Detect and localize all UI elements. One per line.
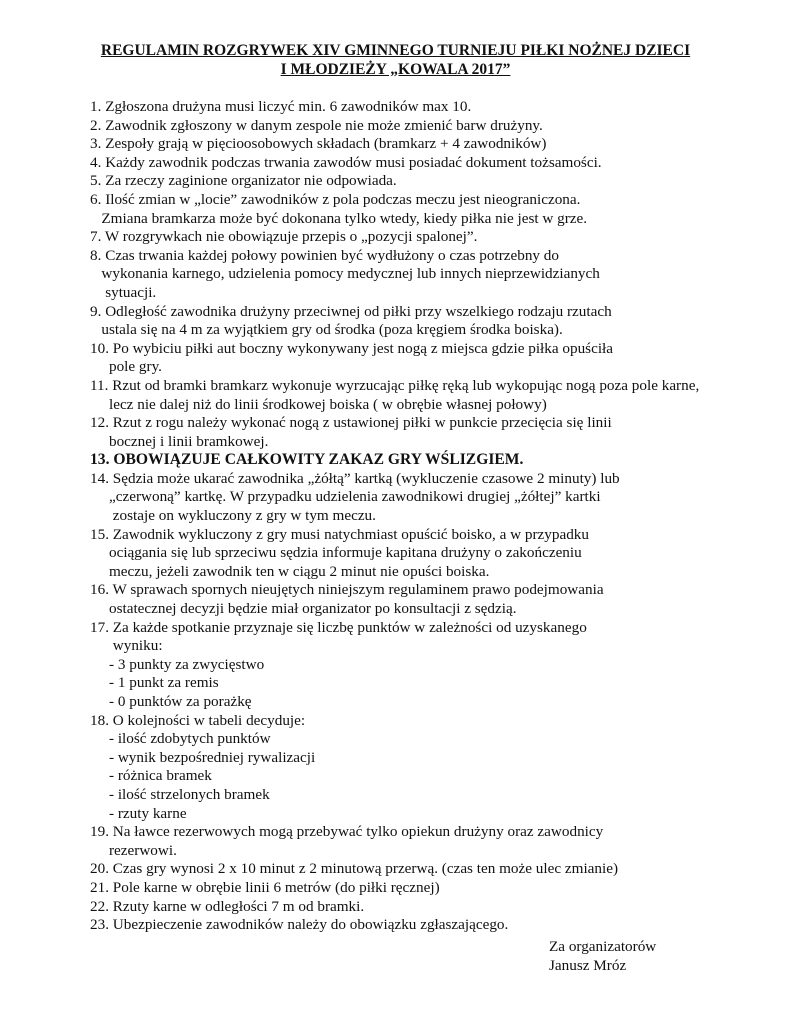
rule-line: 8. Czas trwania każdej połowy powinien być wydłużony o czas potrzebny do xyxy=(90,246,559,264)
rule-line: - ilość zdobytych punktów xyxy=(90,730,271,748)
rule-line: - ilość strzelonych bramek xyxy=(90,785,270,803)
rule-line: ustala się na 4 m za wyjątkiem gry od środka (poza kręgiem środka boiska). xyxy=(90,321,563,339)
rule-line: 4. Każdy zawodnik podczas trwania zawodów musi posiadać dokument tożsamości. xyxy=(90,153,602,171)
rule-line: rezerwowi. xyxy=(90,841,177,859)
rule-line: 20. Czas gry wynosi 2 x 10 minut z 2 minutową przerwą. (czas ten może ulec zmianie) xyxy=(90,860,619,878)
rule-line: zostaje on wykluczony z gry w tym meczu. xyxy=(90,507,376,525)
rule-line: ociągania się lub sprzeciwu sędzia informuje kapitana drużyny o zakończeniu xyxy=(90,544,582,562)
rule-line: 17. Za każde spotkanie przyznaje się liczbę punktów w zależności od uzyskanego xyxy=(90,618,587,636)
rule-line: - 3 punkty za zwycięstwo xyxy=(90,655,265,673)
rule-line: 7. W rozgrywkach nie obowiązuje przepis o „pozycji spalonej”. xyxy=(90,228,478,246)
rule-line: 1. Zgłoszona drużyna musi liczyć min. 6 zawodników max 10. xyxy=(90,98,472,115)
rule-line: meczu, jeżeli zawodnik ten w ciągu 2 minut nie opuści boiska. xyxy=(90,562,490,580)
rule-line: 11. Rzut od bramki bramkarz wykonuje wyrzucając piłkę ręką lub wykopując nogą poza pole karne, xyxy=(90,376,700,394)
rule-line: 14. Sędzia może ukarać zawodnika „żółtą” kartką (wykluczenie czasowe 2 minuty) lub xyxy=(90,469,620,487)
title-line-1: REGULAMIN ROZGRYWEK XIV GMINNEGO TURNIEJU PIŁKI NOŻNEJ DZIECI xyxy=(100,42,691,59)
rules-list xyxy=(90,98,770,935)
rule-line: 23. Ubezpieczenie zawodników należy do obowiązku zgłaszającego. xyxy=(90,916,509,934)
signature-name: Janusz Mróz xyxy=(549,957,627,974)
rule-line: 16. W sprawach spornych nieujętych niniejszym regulaminem prawo podejmowania xyxy=(90,581,604,599)
rule-line: 10. Po wybiciu piłki aut boczny wykonywany jest nogą z miejsca gdzie piłka opuściła xyxy=(90,339,614,357)
rule-line: 3. Zespoły grają w pięcioosobowych składach (bramkarz + 4 zawodników) xyxy=(90,135,547,153)
rule-line: wyniku: xyxy=(90,637,163,655)
rule-line: - rzuty karne xyxy=(90,804,187,822)
rule-line: 13. OBOWIĄZUJE CAŁKOWITY ZAKAZ GRY WŚLIZGIEM. xyxy=(90,451,524,469)
rule-line: 22. Rzuty karne w odległości 7 m od bramki. xyxy=(90,897,365,915)
title-line-2: I MŁODZIEŻY „KOWALA 2017” xyxy=(280,61,511,78)
rule-line: pole gry. xyxy=(90,358,162,376)
rule-line: 15. Zawodnik wykluczony z gry musi natychmiast opuścić boisko, a w przypadku xyxy=(90,525,589,543)
rule-line: bocznej i linii bramkowej. xyxy=(90,432,269,450)
rule-line: 21. Pole karne w obrębie linii 6 metrów (do piłki ręcznej) xyxy=(90,878,440,896)
rule-line: „czerwoną” kartkę. W przypadku udzielenia zawodnikowi drugiej „żółtej” kartki xyxy=(90,488,601,506)
rule-line: 9. Odległość zawodnika drużyny przeciwnej od piłki przy wszelkiego rodzaju rzutach xyxy=(90,302,612,320)
rule-line: ostatecznej decyzji będzie miał organizator po konsultacji z sędzią. xyxy=(90,600,517,618)
rule-line: wykonania karnego, udzielenia pomocy medycznej lub innych nieprzewidzianych xyxy=(90,265,600,283)
signature-line-1: Za organizatorów xyxy=(549,938,657,955)
rule-line: 6. Ilość zmian w „locie” zawodników z pola podczas meczu jest nieograniczona. xyxy=(90,190,581,208)
document-title xyxy=(0,41,791,79)
rule-line: 2. Zawodnik zgłoszony w danym zespole nie może zmienić barw drużyny. xyxy=(90,116,543,134)
rule-line: - wynik bezpośredniej rywalizacji xyxy=(90,748,316,766)
rule-line: lecz nie dalej niż do linii środkowej boiska ( w obrębie własnej połowy) xyxy=(90,395,547,413)
rule-line: - różnica bramek xyxy=(90,767,212,785)
rule-line: Zmiana bramkarza może być dokonana tylko wtedy, kiedy piłka nie jest w grze. xyxy=(90,209,588,227)
signature-block xyxy=(549,937,656,975)
rule-line: 18. O kolejności w tabeli decyduje: xyxy=(90,711,306,729)
rule-line: 19. Na ławce rezerwowych mogą przebywać tylko opiekun drużyny oraz zawodnicy xyxy=(90,823,604,841)
rule-line: - 0 punktów za porażkę xyxy=(90,693,252,710)
rule-line: - 1 punkt za remis xyxy=(90,674,219,692)
rule-line: sytuacji. xyxy=(90,283,157,301)
rule-line: 5. Za rzeczy zaginione organizator nie odpowiada. xyxy=(90,172,397,190)
rule-line: 12. Rzut z rogu należy wykonać nogą z ustawionej piłki w punkcie przecięcia się linii xyxy=(90,414,612,432)
